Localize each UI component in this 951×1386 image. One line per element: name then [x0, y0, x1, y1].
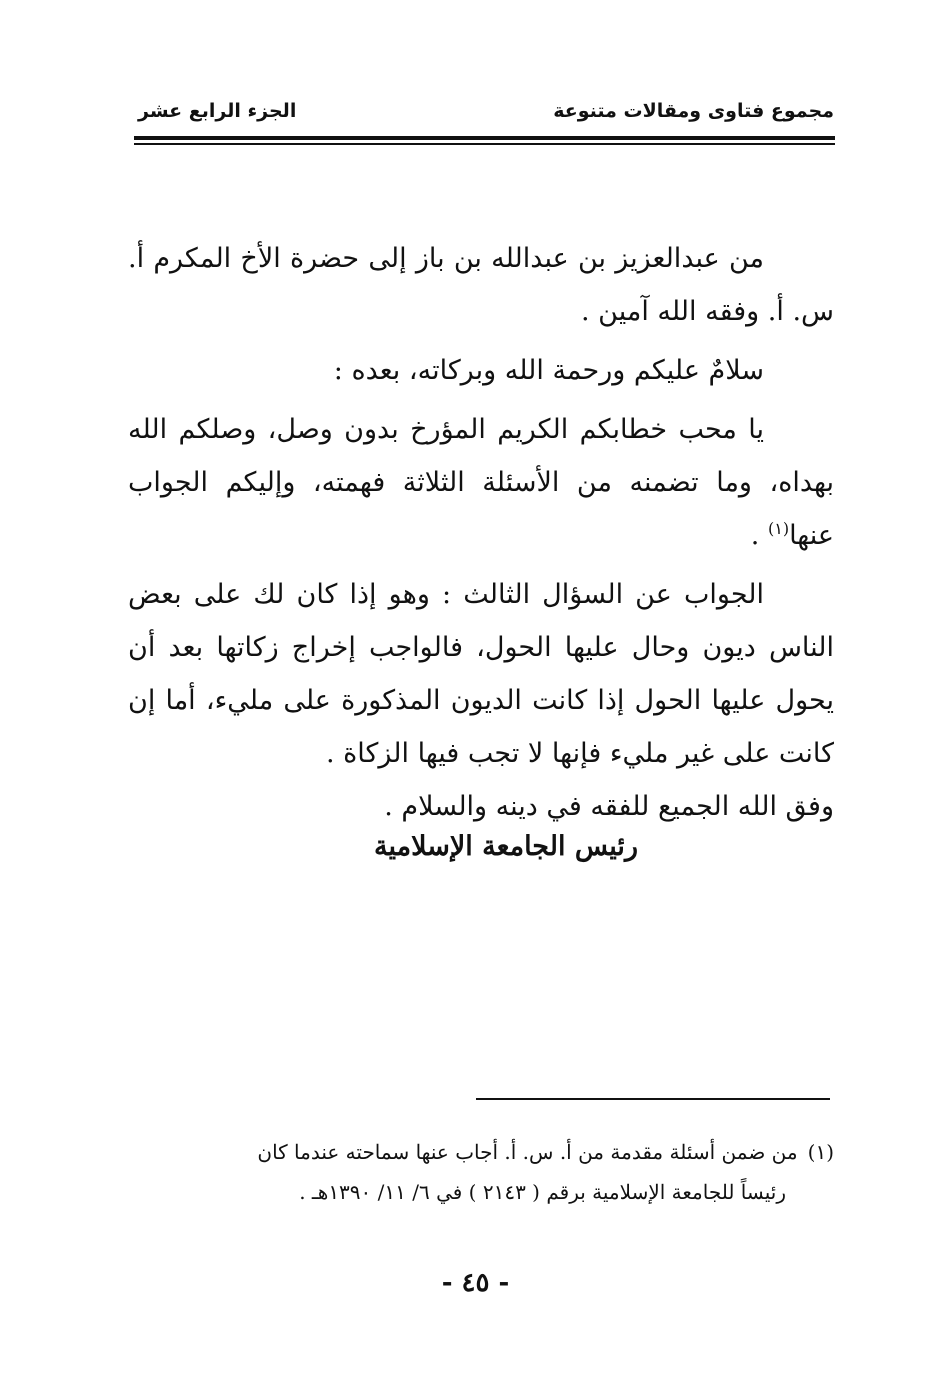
footnote-separator	[476, 1098, 830, 1100]
intro-paragraph	[128, 403, 834, 562]
footnote	[122, 1132, 834, 1212]
volume-label: الجزء الرابع عشر	[138, 100, 297, 122]
letter-body	[128, 232, 834, 833]
book-title: مجموع فتاوى ومقالات متنوعة	[553, 100, 834, 122]
answer-paragraph: الجواب عن السؤال الثالث : وهو إذا كان لك على بعض الناس ديون وحال عليها الحول، فالواجب إخراج زكاتها بعد أن يحول عليها الحول إذا كانت الديون المذكورة على مليء، أما إن كانت على غير مليء فإنها لا تجب فيها الزكاة .	[128, 579, 835, 769]
header-rule-thin	[134, 143, 835, 145]
footnote-line-1	[122, 1132, 834, 1172]
page-number: - ٤٥ -	[441, 1268, 510, 1298]
header-rule-thick	[134, 136, 835, 140]
footnote-reference: (١)	[767, 519, 790, 538]
closing-paragraph: وفق الله الجميع للفقه في دينه والسلام .	[384, 791, 834, 822]
footnote-line-2: رئيساً للجامعة الإسلامية برقم ( ٢١٤٣ ) في ٦/ ١١/ ١٣٩٠هـ .	[299, 1180, 786, 1204]
intro-text: يا محب خطابكم الكريم المؤرخ بدون وصل، وصلكم الله بهداه، وما تضمنه من الأسئلة الثلاثة فهمته، وإليكم الجواب عنها	[128, 414, 834, 551]
intro-text-end: .	[750, 520, 768, 551]
footnote-number: (١)	[807, 1140, 834, 1164]
signature-text: رئيس الجامعة الإسلامية	[374, 831, 638, 862]
greeting-paragraph: سلامٌ عليكم ورحمة الله وبركاته، بعده :	[333, 355, 764, 386]
salutation-paragraph: من عبدالعزيز بن عبدالله بن باز إلى حضرة الأخ المكرم أ. س. أ. وفقه الله آمين .	[128, 243, 834, 327]
running-header	[134, 100, 834, 136]
footnote-text-1: من ضمن أسئلة مقدمة من أ. س. أ. أجاب عنها سماحته عندما كان	[257, 1140, 798, 1164]
signature	[128, 822, 834, 872]
